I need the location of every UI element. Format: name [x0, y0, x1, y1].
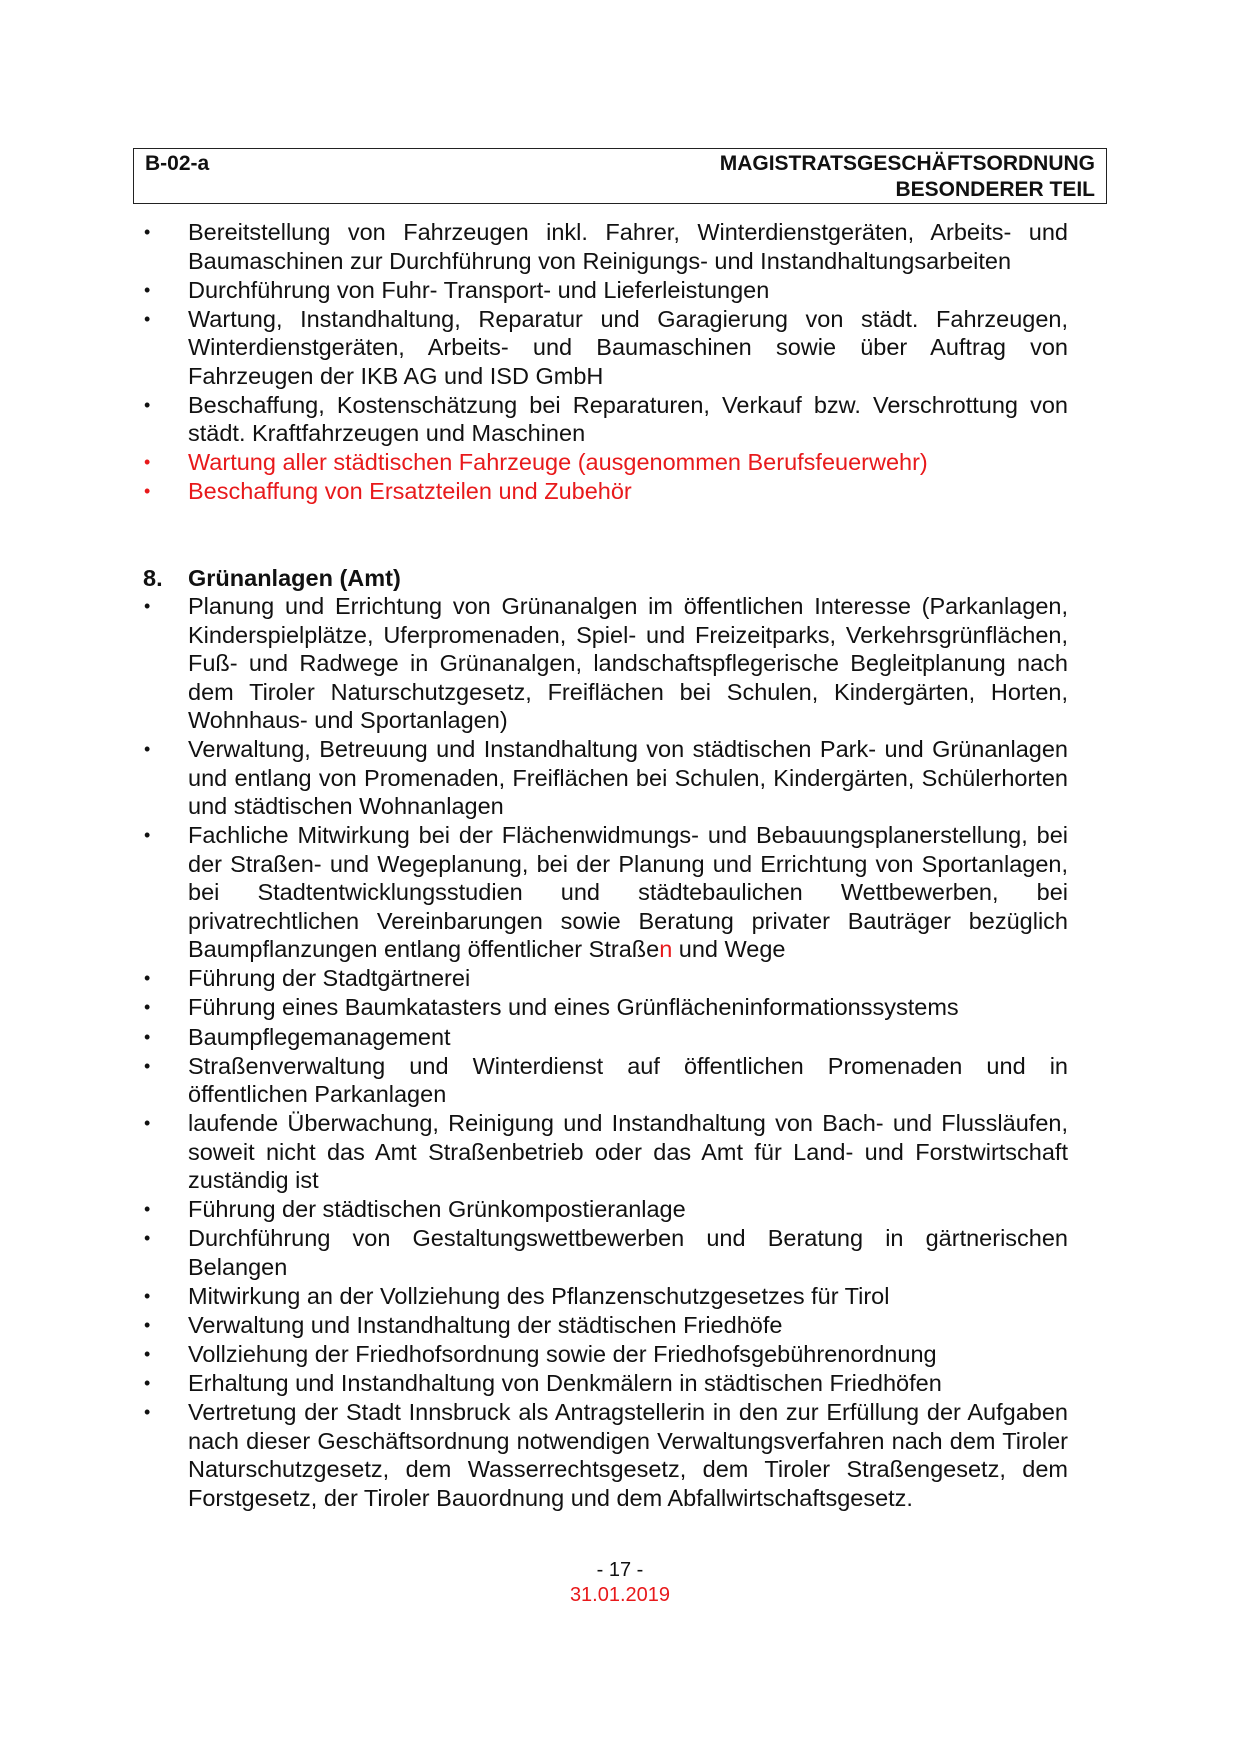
section-number: 8. — [143, 564, 163, 591]
document-title — [720, 151, 1095, 203]
highlighted-letter: n — [659, 936, 673, 963]
list-item: • Fachliche Mitwirkung bei der Flächenwidmungs- und Bebauungsplanerstellung, bei der Straßen- und Wegeplanung, bei der Planung und Errichtung von Sportanlagen, bei Stadtentwicklungsstudien und städtebaulichen Wettbewerben, bei privatrechtlichen Vereinbarungen sowie Beratung privater Bauträger bezüglich Baumpflanzungen entlang öffentlicher Straßen und Wege — [144, 822, 1068, 963]
bullet-icon: • — [144, 596, 151, 617]
bullet-icon: • — [144, 968, 151, 989]
list-item-highlighted: • Beschaffung von Ersatzteilen und Zubehör — [144, 478, 632, 505]
bullet-icon: • — [144, 997, 151, 1018]
page-header — [133, 148, 1107, 204]
bullet-icon: • — [144, 1315, 151, 1336]
bullet-icon: • — [144, 1344, 151, 1365]
bullet-icon: • — [144, 825, 151, 846]
bullet-icon: • — [144, 394, 151, 415]
bullet-icon: • — [144, 1026, 151, 1047]
section-title: Grünanlagen (Amt) — [188, 564, 401, 591]
page-content — [140, 218, 1068, 1513]
bullet-icon: • — [144, 481, 151, 502]
bullet-icon: • — [144, 1286, 151, 1306]
list-item: • Verwaltung, Betreuung und Instandhaltung von städtischen Park- und Grünanlagen und entlang von Promenaden, Freiflächen bei Schulen, Kindergärten, Schülerhorten und städtischen Wohnanlagen — [144, 736, 1068, 820]
bullet-icon: • — [144, 1228, 151, 1249]
list-item: • Verwaltung und Instandhaltung der städtischen Friedhöfe — [144, 1312, 783, 1339]
bullet-icon: • — [144, 1402, 151, 1423]
list-item: • Bereitstellung von Fahrzeugen inkl. Fahrer, Winterdienstgeräten, Arbeits- und Baumaschinen zur Durchführung von Reinigungs- und Instandhaltungsarbeiten — [144, 219, 1068, 274]
section-heading — [140, 564, 1068, 593]
list-item: • Erhaltung und Instandhaltung von Denkmälern in städtischen Friedhöfen — [144, 1370, 942, 1397]
list-item: • Planung und Errichtung von Grünanalgen im öffentlichen Interesse (Parkanlagen, Kinderspielplätze, Uferpromenaden, Spiel- und Freizeitparks, Verkehrsgrünflächen, Fuß- und Radwege in Grünanalgen, landschaftspflegerische Begleitplanung nach dem Tiroler Naturschutzgesetz, Freiflächen bei Schulen, Kindergärten, Horten, Wohnhaus- und Sportanlagen) — [144, 593, 1068, 734]
list-item: • Durchführung von Gestaltungswettbewerben und Beratung in gärtnerischen Belangen — [144, 1225, 1068, 1280]
bullet-icon: • — [144, 1055, 151, 1076]
list-item: • Mitwirkung an der Vollziehung des Pflanzenschutzgesetzes für Tirol — [144, 1283, 890, 1309]
bullet-icon: • — [144, 308, 151, 329]
list-item: • Führung der Stadtgärtnerei — [144, 965, 471, 992]
page-number: - 17 - — [596, 1559, 644, 1581]
section-spacer — [140, 507, 1068, 564]
document-title-line2: BESONDERER TEIL — [895, 178, 1095, 201]
list-item: • Beschaffung, Kostenschätzung bei Reparaturen, Verkauf bzw. Verschrottung von städt. Kraftfahrzeugen und Maschinen — [144, 391, 1068, 447]
bullet-icon: • — [144, 452, 151, 473]
list-item: • Führung eines Baumkatasters und eines Grünflächeninformationssystems — [144, 994, 959, 1021]
list-item: • Wartung, Instandhaltung, Reparatur und Garagierung von städt. Fahrzeugen, Winterdienstgeräten, Arbeits- und Baumaschinen sowie über Auftrag von Fahrzeugen der IKB AG und ISD GmbH — [144, 305, 1068, 389]
list-item: • Vollziehung der Friedhofsordnung sowie der Friedhofsgebührenordnung — [144, 1341, 937, 1368]
bullet-icon: • — [144, 1113, 151, 1134]
list-item: • Führung der städtischen Grünkompostieranlage — [144, 1196, 686, 1223]
list-item: • Durchführung von Fuhr- Transport- und Lieferleistungen — [144, 276, 770, 303]
document-date: 31.01.2019 — [569, 1584, 671, 1606]
list-item: • laufende Überwachung, Reinigung und Instandhaltung von Bach- und Flussläufen, soweit nicht das Amt Straßenbetrieb oder das Amt für Land- und Forstwirtschaft zuständig ist — [144, 1110, 1068, 1194]
list-item: • Baumpflegemanagement — [144, 1023, 451, 1050]
section-bullet-list — [140, 592, 1068, 1512]
top-bullet-list — [140, 218, 1068, 506]
bullet-icon: • — [144, 1373, 151, 1394]
bullet-icon: • — [144, 222, 151, 242]
bullet-icon: • — [144, 739, 151, 760]
document-code: B-02-a — [145, 152, 210, 175]
list-item: • Vertretung der Stadt Innsbruck als Antragstellerin in den zur Erfüllung der Aufgaben nach dieser Geschäftsordnung notwendigen Verwaltungsverfahren nach dem Tiroler Naturschutzgesetz, dem Wasserrechtsgesetz, dem Tiroler Straßengesetz, dem Forstgesetz, der Tiroler Bauordnung und dem Abfallwirtschaftsgesetz. — [144, 1399, 1068, 1511]
document-title-line1: MAGISTRATSGESCHÄFTSORDNUNG — [719, 152, 1095, 175]
list-item-highlighted: • Wartung aller städtischen Fahrzeuge (ausgenommen Berufsfeuerwehr) — [144, 449, 928, 476]
bullet-icon: • — [144, 1199, 151, 1220]
bullet-icon: • — [144, 279, 151, 300]
list-item: • Straßenverwaltung und Winterdienst auf öffentlichen Promenaden und in öffentlichen Parkanlagen — [144, 1052, 1068, 1108]
